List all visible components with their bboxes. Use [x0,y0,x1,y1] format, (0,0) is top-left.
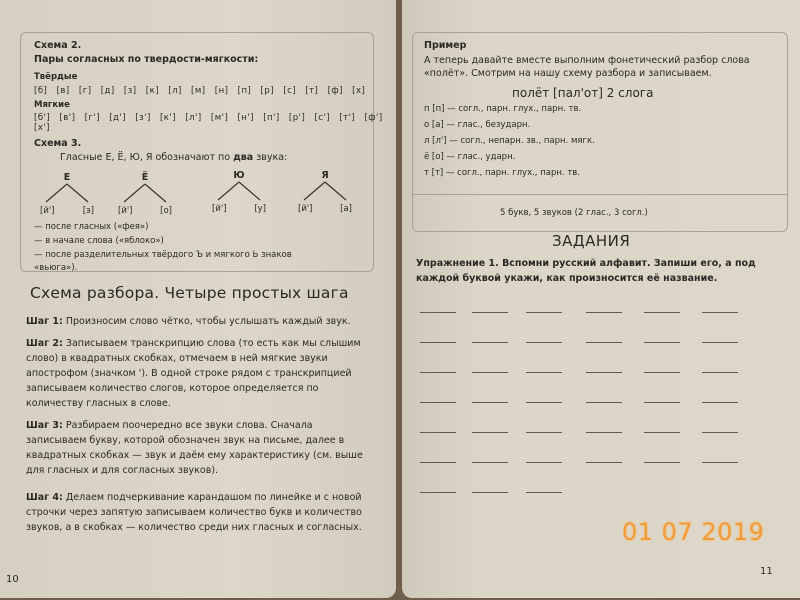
example-title: Пример [424,40,467,51]
example-summary: 5 букв, 5 звуков (2 глас., 3 согл.) [500,208,648,218]
scheme3-intro [60,152,287,163]
answer-blank[interactable] [526,372,562,373]
vowel-sound-left: [й'] [118,206,133,216]
answer-blank[interactable] [526,492,562,493]
answer-blank[interactable] [420,492,456,493]
vowel-sound-right: [у] [254,204,266,214]
step-text: Записываем транскрипцию слова (то есть как мы слышим слово) в квадратных скобках, отмечаем в ней мягкие звуки апострофом (значком '). В одной строке рядом с транскрипцией записываем количество слогов, которое определяется по количеству гласных в слове. [26,338,361,409]
step-3 [26,418,366,478]
page-number-left: 10 [6,574,19,585]
exercise-label: Упражнение 1. [416,258,499,269]
blank-row [420,462,780,492]
answer-blank[interactable] [586,312,622,313]
answer-blank[interactable] [420,372,456,373]
scheme3-note: «вьюга»). [34,263,78,273]
answer-blank[interactable] [472,402,508,403]
analysis-line: т [т] — согл., парн. глух., парн. тв. [424,168,580,178]
answer-blank[interactable] [644,402,680,403]
analysis-line: п [п] — согл., парн. глух., парн. тв. [424,104,582,114]
blank-row [420,312,780,342]
step-label: Шаг 1: [26,316,63,327]
scheme2-title: Схема 2. [34,40,82,51]
answer-blank[interactable] [472,312,508,313]
scheme3-intro-text: Гласные Е, Ё, Ю, Я обозначают по [60,152,231,163]
blank-row [420,372,780,402]
answer-blank[interactable] [644,432,680,433]
soft-sounds: [б'] [в'] [г'] [д'] [з'] [к'] [л'] [м'] [н'] [п'] [р'] [с'] [т'] [ф'] [х'] [34,113,383,133]
step-label: Шаг 2: [26,338,63,349]
hard-label: Твёрдые [34,72,78,82]
vowel-sound-left: [й'] [298,204,313,214]
underline-rule [412,194,788,195]
split-arrows-icon [118,182,172,206]
answer-blank[interactable] [420,462,456,463]
answer-blank[interactable] [644,462,680,463]
step-4 [26,490,366,535]
answer-blank[interactable] [472,432,508,433]
answer-blank[interactable] [702,342,738,343]
answer-blank[interactable] [702,312,738,313]
answer-blank[interactable] [526,312,562,313]
blank-row [420,402,780,432]
step-2 [26,336,366,411]
left-page [0,0,396,598]
answer-blank[interactable] [644,312,680,313]
answer-blank[interactable] [586,342,622,343]
vowel-letter: Ё [141,172,149,183]
scheme3-title: Схема 3. [34,138,82,149]
step-label: Шаг 3: [26,420,63,431]
split-arrows-icon [298,180,352,204]
scheme2-subtitle: Пары согласных по твердости-мягкости: [34,54,259,65]
hard-sounds: [б] [в] [г] [д] [з] [к] [л] [м] [н] [п] [р] [с] [т] [ф] [х] [34,86,366,96]
vowel-letter: Ю [233,170,245,181]
answer-blank[interactable] [420,312,456,313]
scheme3-note: — в начале слова («яблоко») [34,236,164,246]
vowel-split-yo [118,172,172,218]
scheme-heading: Схема разбора. Четыре простых шага [30,284,349,302]
blank-row [420,342,780,372]
split-arrows-icon [212,180,266,204]
exercise-text: Вспомни русский алфавит. Запиши его, а под каждой буквой укажи, как произносится её название. [416,258,756,284]
answer-blank[interactable] [586,462,622,463]
scheme3-note: — после разделительных твёрдого Ъ и мягкого Ь знаков [34,250,292,260]
answer-blank[interactable] [472,462,508,463]
analysis-line: ё [о] — глас., ударн. [424,152,516,162]
vowel-sound-right: [а] [340,204,352,214]
answer-blank[interactable] [702,402,738,403]
answer-blank[interactable] [586,372,622,373]
answer-blank[interactable] [702,372,738,373]
step-text: Произносим слово чётко, чтобы услышать каждый звук. [65,316,351,327]
answer-blank[interactable] [472,372,508,373]
answer-blank[interactable] [644,342,680,343]
answer-blank[interactable] [526,402,562,403]
answer-blank[interactable] [420,402,456,403]
step-1 [26,314,366,329]
blank-row [420,432,780,462]
scheme3-intro-bold: два [233,152,254,163]
vowel-split-ya [298,170,352,216]
vowel-letter: Я [321,170,329,181]
vowel-sound-left: [й'] [40,206,55,216]
example-transcription: полёт [пал'от] 2 слога [512,86,654,100]
right-page [402,0,800,598]
vowel-split-e [40,172,94,218]
step-label: Шаг 4: [26,492,63,503]
answer-blank[interactable] [586,402,622,403]
answer-blank[interactable] [526,342,562,343]
page-number-right: 11 [760,566,773,577]
answer-blank[interactable] [472,342,508,343]
vowel-sound-right: [о] [160,206,172,216]
answer-blank[interactable] [702,462,738,463]
scheme3-note: — после гласных («фея») [34,222,149,232]
exercise-1 [416,256,776,286]
analysis-line: о [а] — глас., безударн. [424,120,531,130]
answer-blank[interactable] [586,432,622,433]
vowel-letter: Е [63,172,71,183]
example-intro: А теперь давайте вместе выполним фонетический разбор слова «полёт». Смотрим на нашу схему разбора и записываем. [424,55,750,79]
answer-blank[interactable] [420,432,456,433]
scheme3-intro-tail: звука: [256,152,288,163]
vowel-sound-right: [э] [82,206,94,216]
answer-blank[interactable] [526,432,562,433]
answer-blanks [420,312,780,522]
step-text: Делаем подчеркивание карандашом по линейке и с новой строчки через запятую записываем количество букв и количество звуков, а в скобках — количество среди них гласных и согласных. [26,492,362,533]
step-text: Разбираем поочередно все звуки слова. Сначала записываем букву, которой обозначен звук на письме, далее в квадратных скобках — звук и даём ему характеристику (см. выше для гласных и для согласных звуков). [26,420,363,476]
split-arrows-icon [40,182,94,206]
tasks-heading: ЗАДАНИЯ [552,232,631,250]
date-stamp: 01 07 2019 [622,518,765,546]
analysis-line: л [л'] — согл., непарн. зв., парн. мягк. [424,136,595,146]
answer-blank[interactable] [644,372,680,373]
answer-blank[interactable] [702,432,738,433]
answer-blank[interactable] [472,492,508,493]
vowel-sound-left: [й'] [212,204,227,214]
answer-blank[interactable] [526,462,562,463]
vowel-split-yu [212,170,266,216]
answer-blank[interactable] [420,342,456,343]
soft-label: Мягкие [34,100,70,110]
